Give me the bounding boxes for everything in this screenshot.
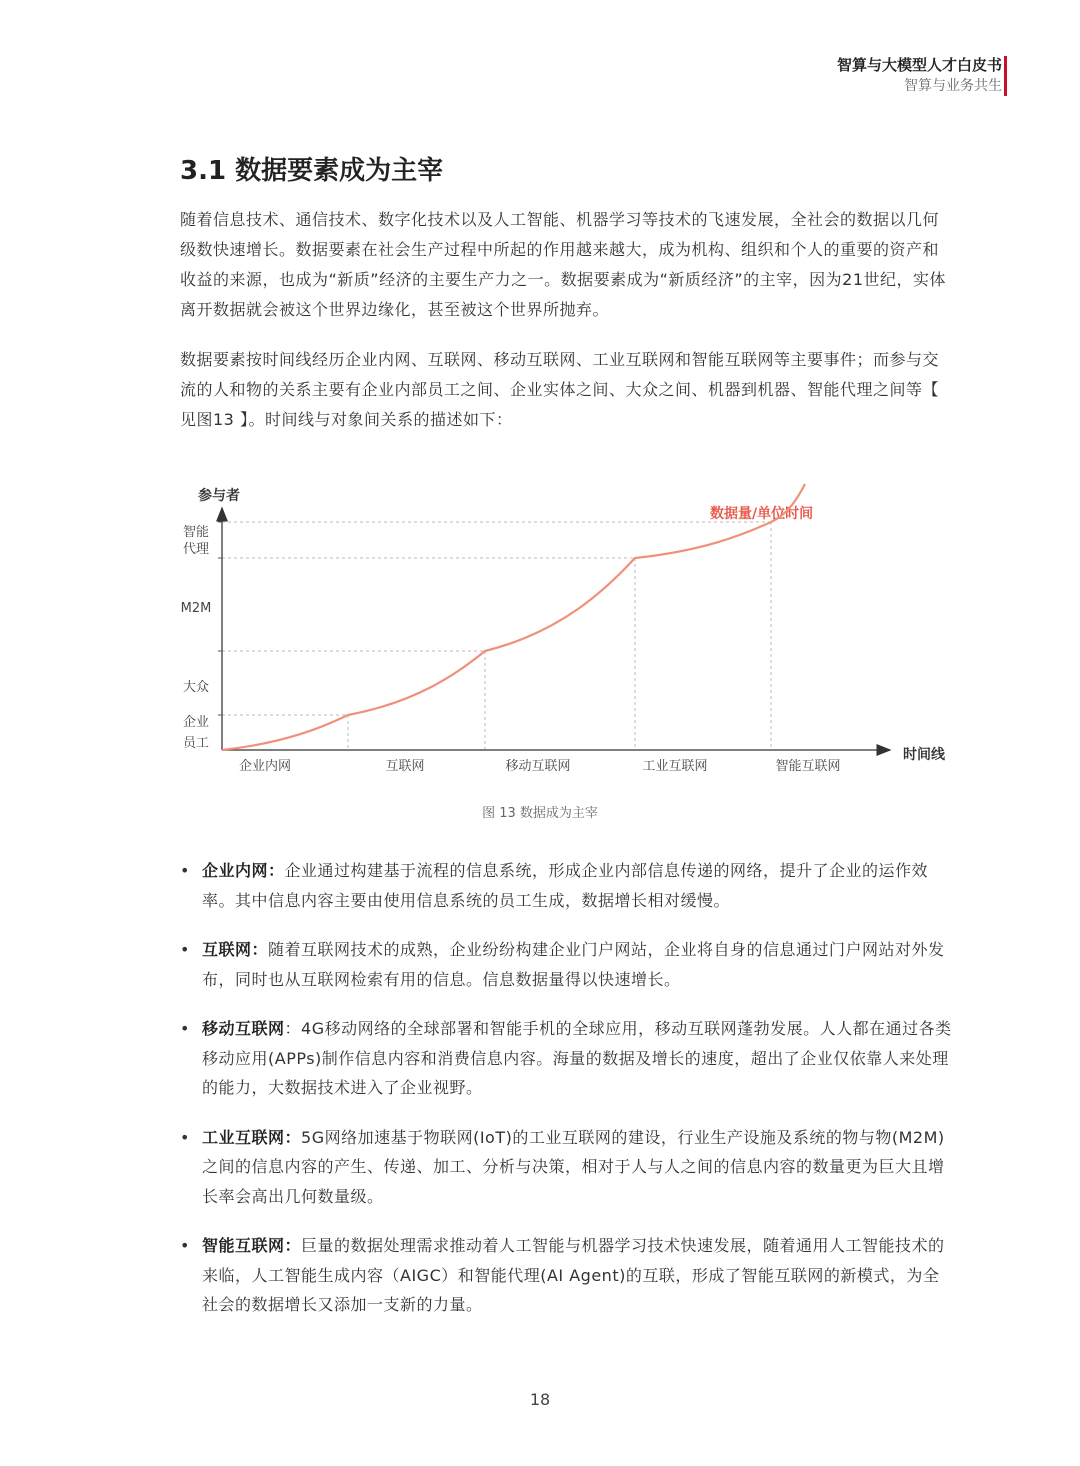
series-label: 数据量/单位时间 — [710, 506, 814, 522]
y-tick-label: M2M — [180, 601, 212, 616]
y-tick-labels — [181, 524, 212, 751]
paragraph-2: 数据要素按时间线经历企业内网、互联网、移动互联网、工业互联网和智能互联网等主要事件；而参与交流的人和物的关系主要有企业内部员工之间、企业实体之间、大众之间、机器到机器、智能代理之间等【 见图13 】。时间线与对象间关系的描述如下： — [180, 350, 940, 429]
y-tick-label: 智能 — [182, 525, 210, 540]
x-tick-labels — [239, 758, 841, 774]
y-tick-label: 员工 — [182, 736, 210, 751]
bullet-term: 智能互联网： — [202, 1236, 302, 1255]
page-number: 18 — [529, 1390, 551, 1409]
bullet-item — [180, 856, 955, 915]
timeline-chart — [170, 478, 960, 788]
bullet-term: 移动互联网 — [202, 1019, 285, 1038]
data-volume-curve — [222, 484, 805, 750]
bullet-term: 工业互联网： — [202, 1127, 302, 1147]
bullet-item — [180, 1231, 955, 1320]
x-tick-label: 移动互联网 — [505, 759, 571, 774]
bullet-item — [180, 935, 955, 994]
x-tick-label: 互联网 — [385, 759, 425, 774]
bullet-term: 互联网： — [202, 940, 269, 959]
bullet-text: 随着互联网技术的成熟，企业纷纷构建企业门户网站，企业将自身的信息通过门户网站对外发布，同时也从互联网检索有用的信息。信息数据量得以快速增长。 — [202, 940, 945, 989]
x-tick-label: 智能互联网 — [775, 759, 841, 774]
y-tick-label: 代理 — [182, 542, 210, 557]
y-tick-label: 大众 — [182, 680, 210, 695]
y-tick-label: 企业 — [182, 715, 210, 730]
bullet-dot-icon: • — [180, 940, 190, 959]
bullet-dot-icon: • — [180, 861, 190, 880]
bullet-text: 5G网络加速基于物联网(IoT)的工业互联网的建设，行业生产设施及系统的物与物(M2M)之间的信息内容的产生、传递、加工、分析与决策，相对于人与人之间的信息内容的数量更为巨大且增长率会高出几何数量级。 — [202, 1127, 945, 1206]
bullet-term: 企业内网： — [202, 861, 285, 880]
bullet-text: ：4G移动网络的全球部署和智能手机的全球应用，移动互联网蓬勃发展。人人都在通过各类移动应用(APPs)制作信息内容和消费信息内容。海量的数据及增长的速度，超出了企业仅依靠人来处理的能力，大数据技术进入了企业视野。 — [202, 1019, 952, 1097]
bullet-list — [180, 856, 955, 1340]
paragraph-1: 随着信息技术、通信技术、数字化技术以及人工智能、机器学习等技术的飞速发展，全社会的数据以几何级数快速增长。数据要素在社会生产过程中所起的作用越来越大，成为机构、组织和个人的重要的资产和收益的来源，也成为“新质”经济的主要生产力之一。数据要素成为“新质经济”的主宰，因为21世纪，实体离开数据就会被这个世界边缘化，甚至被这个世界所抛弃。 — [180, 210, 947, 319]
y-axis-title: 参与者 — [198, 488, 240, 504]
bullet-item — [180, 1123, 955, 1212]
x-tick-label: 企业内网 — [238, 759, 292, 774]
x-tick-label: 工业互联网 — [642, 759, 708, 774]
bullet-text: 企业通过构建基于流程的信息系统，形成企业内部信息传递的网络，提升了企业的运作效率。其中信息内容主要由使用信息系统的员工生成，数据增长相对缓慢。 — [202, 861, 929, 910]
guide-lines — [218, 522, 771, 750]
header-title: 智算与大模型人才白皮书 — [836, 56, 1002, 74]
page-header — [837, 54, 1002, 96]
figure-caption: 图 13 数据成为主宰 — [482, 806, 598, 821]
bullet-dot-icon: • — [180, 1236, 190, 1255]
bullet-dot-icon: • — [180, 1127, 190, 1147]
header-accent-bar — [1004, 56, 1007, 96]
bullet-item — [180, 1014, 955, 1103]
section-title: 3.1 数据要素成为主宰 — [180, 156, 444, 186]
header-subtitle: 智算与业务共生 — [904, 78, 1002, 94]
x-axis-title: 时间线 — [903, 747, 945, 763]
bullet-text: 巨量的数据处理需求推动着人工智能与机器学习技术快速发展，随着通用人工智能技术的来临，人工智能生成内容（AIGC）和智能代理(AI Agent)的互联，形成了智能互联网的新模式，为全社会的数据增长又添加一支新的力量。 — [202, 1236, 945, 1314]
bullet-dot-icon: • — [180, 1019, 190, 1038]
